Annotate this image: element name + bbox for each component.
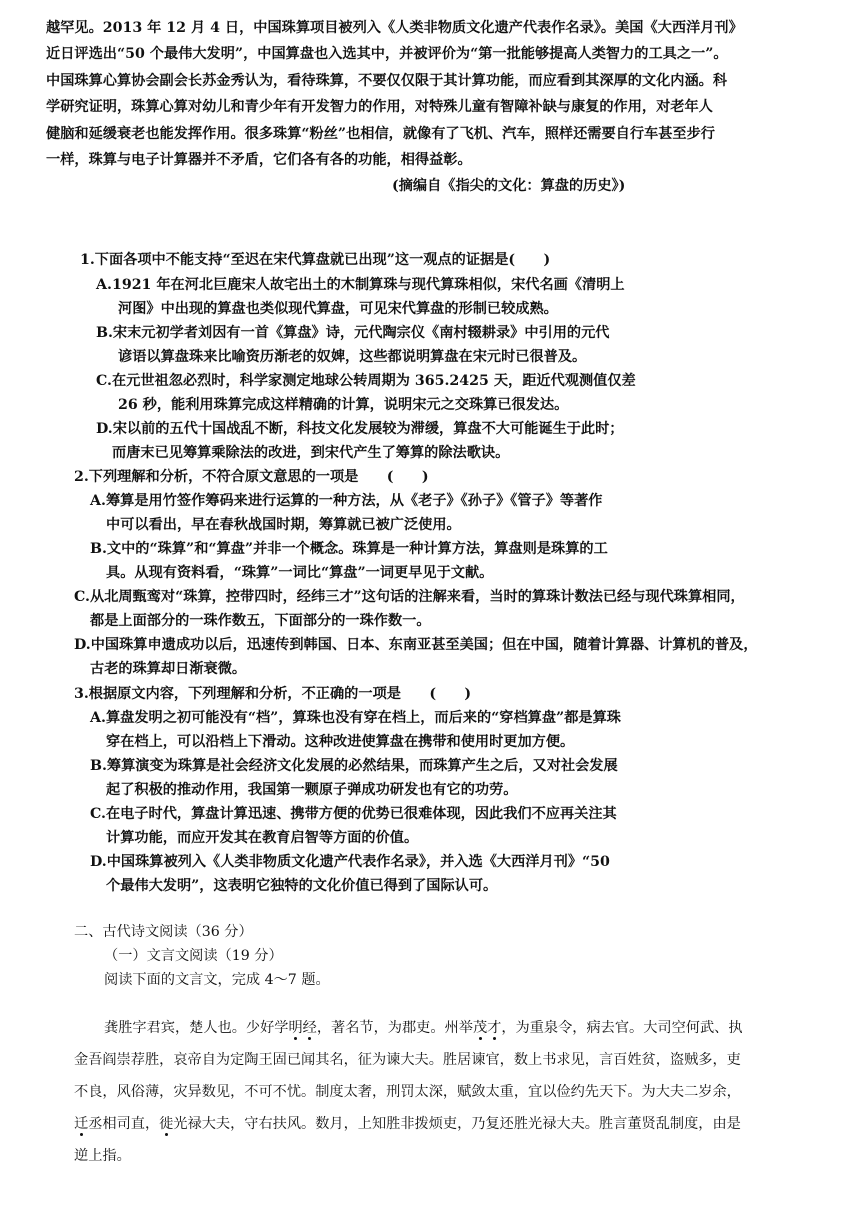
classical-line-3: 不良，风俗薄，灾异数见，不可不忧。制度太奢，刑罚太深，赋敛太重，宜以俭约先天下。为大夫二岁余， [74, 1084, 741, 1100]
emphasis-dot-char: 明 [288, 1020, 303, 1036]
question-stem: 1.下面各项中不能支持“至迟在宋代算盘就已出现”这一观点的证据是( ) [80, 252, 551, 268]
option-b: B.宋末元初学者刘因有一首《算盘》诗，元代陶宗仪《南村辍耕录》中引用的元代 [96, 325, 610, 341]
option-a-cont: 穿在档上，可以沿档上下滑动。这种改进使算盘在携带和使用时更加方便。 [106, 734, 575, 750]
option-c: C.在电子时代，算盘计算迅速、携带方便的优势已很难体现，因此我们不应再关注其 [90, 806, 617, 822]
question-stem: 2.下列理解和分析，不符合原文意思的一项是 ( ) [74, 469, 429, 485]
option-d: D.中国珠算被列入《人类非物质文化遗产代表作名录》，并入选《大西洋月刊》“50 [90, 854, 610, 870]
passage-line-2: 近日评选出“50 个最伟大发明”，中国算盘也入选其中，并被评价为“第一批能够提高人类智力的工具之一”。 [46, 46, 728, 62]
option-c-cont: 计算功能，而应开发其在教育启智等方面的价值。 [106, 830, 419, 846]
option-c-cont: 都是上面部分的一珠作数五，下面部分的一珠作数一。 [90, 613, 431, 629]
option-a-cont: 河图》中出现的算盘也类似现代算盘，可见宋代算盘的形制已较成熟。 [118, 301, 558, 317]
option-c: C.在元世祖忽必烈时，科学家测定地球公转周期为 365.2425 天，距近代观测值仅差 [96, 373, 636, 389]
passage-line-6: 一样，珠算与电子计算器并不矛盾，它们各有各的功能，相得益彰。 [46, 152, 472, 168]
option-a: A.筹算是用竹签作筹码来进行运算的一种方法，从《老子》《孙子》《管子》等著作 [90, 493, 603, 509]
classical-line-2: 金吾阎崇荐胜，哀帝自为定陶王固已闻其名，征为谏大夫。胜居谏官，数上书求见，言百姓贫，盗贼多，吏 [74, 1052, 741, 1068]
option-d: D.宋以前的五代十国战乱不断，科技文化发展较为滞缓，算盘不大可能诞生于此时； [96, 421, 624, 437]
option-b-cont: 谚语以算盘珠来比喻资历渐老的奴婢，这些都说明算盘在宋元时已很普及。 [118, 349, 587, 365]
option-a: A.算盘发明之初可能没有“档”，算珠也没有穿在档上，而后来的“穿档算盘”都是算珠 [90, 710, 621, 726]
passage-line-5: 健脑和延缓衰老也能发挥作用。很多珠算“粉丝”也相信，就像有了飞机、汽车，照样还需要自行车甚至步行 [46, 126, 715, 142]
option-b-cont: 具。从现有资料看，“珠算”一词比“算盘”一词更早见于文献。 [106, 565, 494, 581]
reading-instruction: 阅读下面的文言文，完成 4～7 题。 [104, 972, 330, 988]
option-d: D.中国珠算申遗成功以后，迅速传到韩国、日本、东南亚甚至美国；但在中国，随着计算器、计算机的普及， [74, 637, 758, 653]
passage-line-3: 中国珠算心算协会副会长苏金秀认为，看待珠算，不要仅仅限于其计算功能，而应看到其深厚的文化内涵。科 [46, 73, 728, 89]
emphasis-dot-char: 茂 [472, 1020, 488, 1036]
emphasis-dot-char: 经 [302, 1020, 317, 1036]
option-c-cont: 26 秒，能利用珠算完成这样精确的计算，说明宋元之交珠算已很发达。 [118, 397, 569, 413]
classical-line-5: 逆上指。 [74, 1148, 131, 1164]
option-b-cont: 起了积极的推动作用，我国第一颗原子弹成功研发也有它的功劳。 [106, 782, 518, 798]
subsection-title: （一）文言文阅读（19 分） [104, 948, 283, 964]
option-b: B.文中的“珠算”和“算盘”并非一个概念。珠算是一种计算方法，算盘则是珠算的工 [90, 541, 608, 557]
classical-line-4: 迁丞相司直，徙光禄大夫，守右扶风。数月，上知胜非拨烦吏，乃复还胜光禄大夫。胜言董贤乱制度，由是 [74, 1116, 741, 1132]
option-a: A.1921 年在河北巨鹿宋人故宅出土的木制算珠与现代算珠相似，宋代名画《清明上 [96, 277, 625, 293]
option-d-cont: 个最伟大发明”，这表明它独特的文化价值已得到了国际认可。 [106, 878, 498, 894]
classical-line-1: 龚胜字君宾，楚人也。少好学明经，著名节，为郡吏。州举茂才，为重泉令，病去官。大司空何武、执 [104, 1020, 743, 1036]
question-stem: 3.根据原文内容，下列理解和分析，不正确的一项是 ( ) [74, 686, 472, 702]
emphasis-dot-char: 才 [487, 1020, 502, 1036]
option-c: C.从北周甄鸾对“珠算，控带四时，经纬三才”这句话的注解来看，当时的算珠计数法已经与现代珠算相同， [74, 589, 745, 605]
passage-line-4: 学研究证明，珠算心算对幼儿和青少年有开发智力的作用，对特殊儿童有智障补缺与康复的作用，对老年人 [46, 99, 713, 115]
section-title: 二、古代诗文阅读（36 分） [74, 924, 253, 940]
option-b: B.筹算演变为珠算是社会经济文化发展的必然结果，而珠算产生之后，又对社会发展 [90, 758, 618, 774]
emphasis-dot-char: 徙 [159, 1116, 174, 1132]
option-a-cont: 中可以看出，早在春秋战国时期，筹算就已被广泛使用。 [106, 517, 461, 533]
source-citation: (摘编自《指尖的文化：算盘的历史》) [392, 178, 626, 194]
emphasis-dot-char: 迁 [74, 1116, 89, 1132]
option-d-cont: 古老的珠算却日渐衰微。 [90, 661, 247, 677]
passage-line-1: 越罕见。2013 年 12 月 4 日，中国珠算项目被列入《人类非物质文化遗产代表作名录》。美国《大西洋月刊》 [46, 20, 743, 36]
option-d-cont: 而唐末已见筹算乘除法的改进，到宋代产生了筹算的除法歌诀。 [112, 445, 510, 461]
